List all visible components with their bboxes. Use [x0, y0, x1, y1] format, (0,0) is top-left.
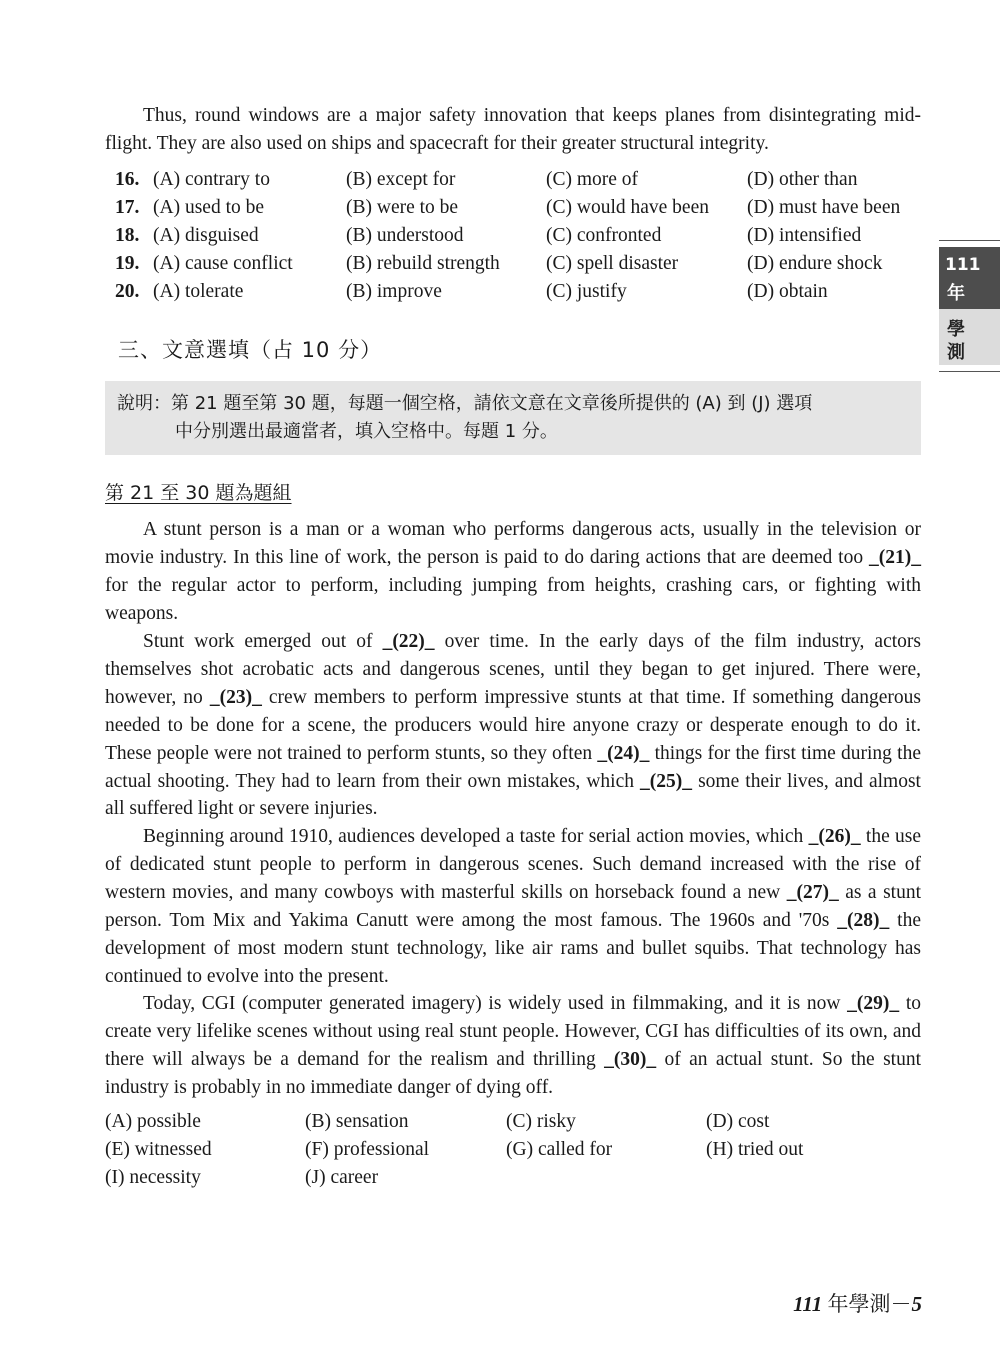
- option-c: (C) justify: [546, 281, 627, 302]
- question-row: [115, 225, 925, 253]
- word-option: (G) called for: [506, 1139, 613, 1160]
- passage-text: Today, CGI (computer generated imagery) is widely used in filmmaking, and it is now: [143, 993, 848, 1014]
- word-option: (J) career: [305, 1167, 379, 1188]
- blank-22: _(22)_: [382, 631, 435, 652]
- option-b: (B) except for: [346, 169, 456, 190]
- blank-28: _(28)_: [837, 909, 890, 931]
- word-bank-row: [105, 1139, 921, 1167]
- word-bank-row: [105, 1167, 921, 1195]
- option-a: (A) cause conflict: [153, 253, 293, 274]
- word-option: (B) sensation: [305, 1111, 409, 1132]
- option-b: (B) were to be: [346, 197, 459, 218]
- question-number: 20.: [115, 281, 140, 302]
- passage-text: over time. In the early days of the film industry, actors themselves shot acrobatic acts and dangerous scenes, until they began to get injured. There were, however, no: [105, 631, 921, 708]
- side-tab-year: [939, 247, 1000, 309]
- question-row: [115, 281, 925, 309]
- passage-text: the use of dedicated stunt people to perform in dangerous scenes. Such demand increased with the rise of western movies, and many cowboys with masterful skills on horseback found a new: [105, 826, 922, 903]
- instructions-line-2: 中分別選出最適當者，填入空格中。每題 1 分。: [175, 421, 558, 442]
- word-option: (D) cost: [706, 1111, 770, 1132]
- passage-paragraph-2: [105, 628, 921, 823]
- blank-24: _(24)_: [597, 742, 650, 764]
- passage-text: things for the first time during the actual shooting. They had to learn from their own mistakes, which: [105, 742, 921, 792]
- word-option: (C) risky: [506, 1111, 576, 1132]
- option-a: (A) used to be: [153, 197, 265, 218]
- passage-text: some their lives, and almost all suffered light or severe injuries.: [105, 770, 921, 820]
- option-d: (D) must have been: [747, 197, 901, 218]
- blank-21: _(21)_: [869, 546, 921, 568]
- side-tab: [939, 240, 1000, 372]
- question-row: [115, 169, 925, 197]
- option-c: (C) spell disaster: [546, 253, 679, 274]
- option-b: (B) understood: [346, 225, 464, 246]
- passage-text: of an actual stunt. So the stunt industry is probably in no immediate danger of dying off.: [105, 1048, 921, 1098]
- blank-29: _(29)_: [847, 993, 900, 1014]
- question-number: 19.: [115, 253, 140, 274]
- option-b: (B) rebuild strength: [346, 253, 500, 274]
- passage-text: as a stunt person. Tom Mix and Yakima Canutt were among the most famous. The 1960s and '70s: [105, 881, 921, 931]
- passage-text: to create very lifelike scenes without using real stunt people. However, CGI has difficulties of its own, and there will always be a demand for the realism and thrilling: [105, 993, 922, 1070]
- option-a: (A) contrary to: [153, 169, 270, 190]
- side-tab-exam: [939, 309, 1000, 365]
- option-a: (A) tolerate: [153, 281, 244, 302]
- option-c: (C) would have been: [546, 197, 709, 218]
- passage-paragraph-4: [105, 990, 921, 1102]
- option-a: (A) disguised: [153, 225, 259, 246]
- question-row: [115, 197, 925, 225]
- intro-paragraph: Thus, round windows are a major safety innovation that keeps planes from disintegrating mid-flight. They are also used on ships and spacecraft for their greater structural integrity.: [105, 105, 921, 154]
- option-c: (C) confronted: [546, 225, 662, 246]
- side-tab-year-char: 年: [947, 283, 965, 304]
- question-group-title: 第 21 至 30 題為題組: [105, 482, 292, 504]
- side-tab-char-2: 測: [947, 342, 965, 363]
- passage-text: A stunt person is a man or a woman who performs dangerous acts, usually in the television or movie industry. In this line of work, the person is paid to do daring actions that are deemed too: [105, 519, 921, 568]
- blank-25: _(25)_: [640, 770, 693, 792]
- passage-text: Stunt work emerged out of: [143, 631, 383, 652]
- option-d: (D) other than: [747, 169, 858, 190]
- instructions-line-1: 說明：第 21 題至第 30 題，每題一個空格，請依文意在文章後所提供的 (A) 到 (J) 選項: [117, 393, 813, 414]
- passage-text: Beginning around 1910, audiences developed a taste for serial action movies, which: [143, 826, 809, 847]
- word-option: (I) necessity: [105, 1167, 201, 1188]
- side-tab-year-number: 111: [945, 255, 981, 275]
- question-number: 17.: [115, 197, 140, 218]
- question-number: 16.: [115, 169, 140, 190]
- word-option: (F) professional: [305, 1139, 430, 1160]
- option-d: (D) obtain: [747, 281, 828, 302]
- page-footer: [793, 1288, 922, 1318]
- footer-year: 111: [793, 1292, 823, 1316]
- instructions-box: [105, 381, 921, 455]
- word-bank-row: [105, 1111, 921, 1139]
- blank-27: _(27)_: [786, 881, 839, 903]
- side-tab-char-1: 學: [947, 319, 965, 340]
- option-c: (C) more of: [546, 169, 639, 190]
- blank-26: _(26)_: [808, 826, 861, 847]
- section-title: 三、文意選填（占 10 分）: [118, 338, 383, 362]
- passage-paragraph-1: [105, 516, 921, 628]
- passage-text: for the regular actor to perform, including jumping from heights, crashing cars, or fighting with weapons.: [105, 574, 921, 624]
- word-option: (E) witnessed: [105, 1139, 212, 1160]
- word-option: (A) possible: [105, 1111, 201, 1132]
- question-number: 18.: [115, 225, 140, 246]
- passage-paragraph-3: [105, 823, 921, 990]
- option-d: (D) intensified: [747, 225, 862, 246]
- blank-30: _(30)_: [604, 1048, 657, 1070]
- blank-23: _(23)_: [209, 686, 262, 708]
- footer-label: 年學測－: [827, 1292, 912, 1316]
- page-number: 5: [911, 1292, 922, 1316]
- passage-text: the development of most modern stunt technology, like air rams and bullet squibs. That technology has continued to evolve into the present.: [105, 909, 922, 987]
- question-row: [115, 253, 925, 281]
- option-d: (D) endure shock: [747, 253, 883, 274]
- option-b: (B) improve: [346, 281, 442, 302]
- passage-text: crew members to perform impressive stunts at that time. If something dangerous needed to be done for a scene, the producers would hire anyone crazy or desperate enough to do it. These people were not trained to perform stunts, so they often: [105, 686, 922, 764]
- word-option: (H) tried out: [706, 1139, 804, 1160]
